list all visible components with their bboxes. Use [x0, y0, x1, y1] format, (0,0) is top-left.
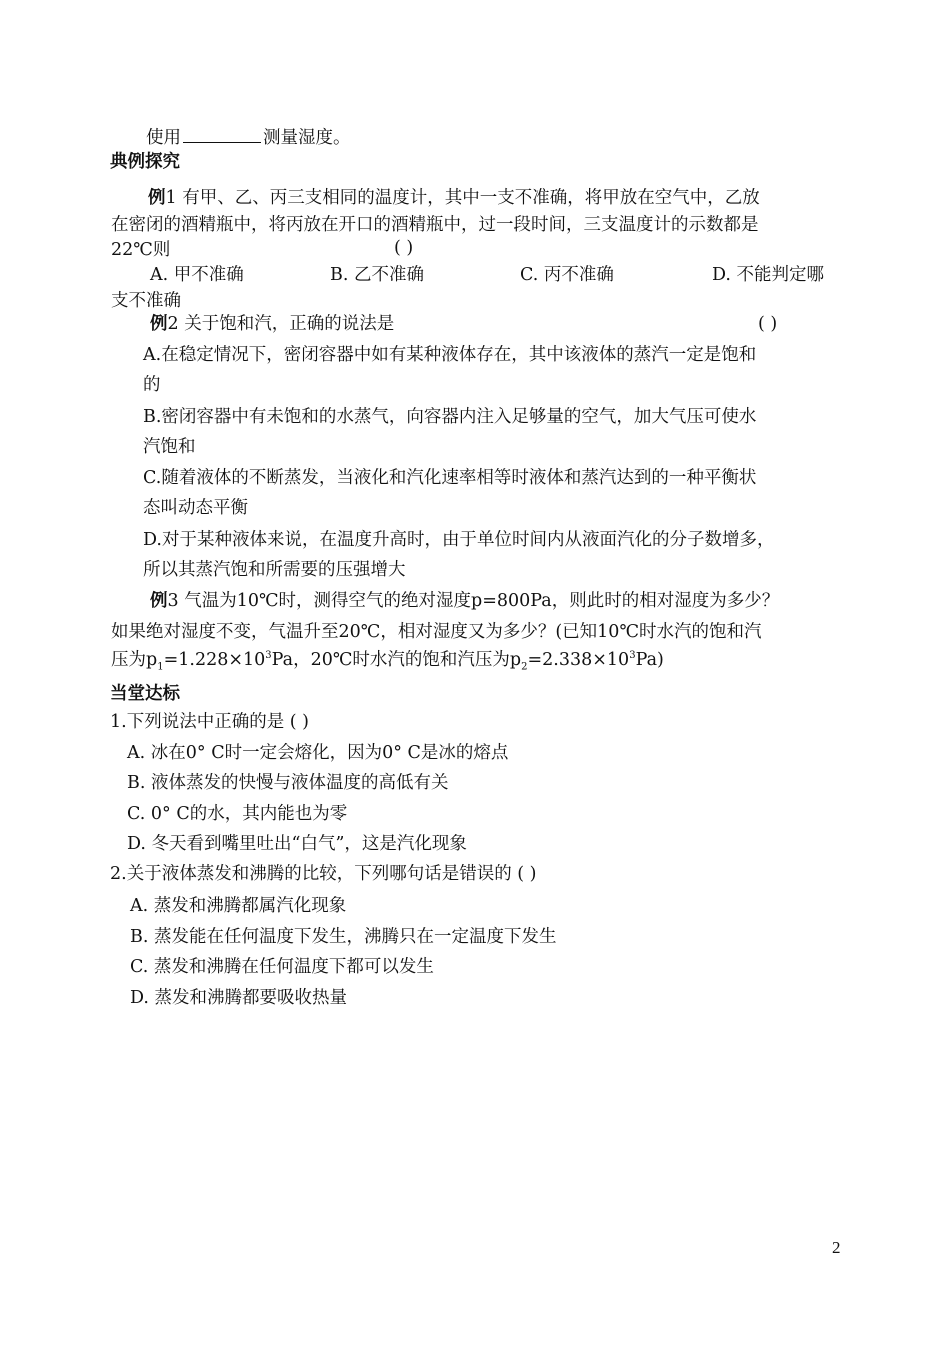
example-2-option-line: 所以其蒸汽饱和所需要的压强增大 [143, 560, 406, 580]
example-3-line-2: 如果绝对湿度不变，气温升至20℃，相对湿度又为多少？(已知10℃时水汽的饱和汽 [111, 622, 762, 642]
example-1-choice-d: D. 不能判定哪 [712, 265, 825, 285]
example-1-choice-b: B. 乙不准确 [330, 265, 424, 285]
question-1-option: A. 冰在0° C时一定会熔化，因为0° C是冰的熔点 [127, 743, 509, 763]
section-title-practice: 当堂达标 [110, 684, 180, 704]
example-3-label: 例 [150, 591, 168, 611]
subscript: 2 [521, 661, 528, 673]
example-1-line-5: 支不准确 [111, 291, 181, 311]
example-1-line-2: 在密闭的酒精瓶中，将丙放在开口的酒精瓶中，过一段时间，三支温度计的示数都是 [111, 215, 759, 235]
subscript: 1 [157, 661, 164, 673]
example-1-answer-paren: ( ) [394, 238, 414, 258]
example-2-option-line: B.密闭容器中有未饱和的水蒸气，向容器内注入足够量的空气，加大气压可使水 [143, 407, 757, 427]
example-2-option-line: 态叫动态平衡 [143, 498, 248, 518]
example-2-option-line: 汽饱和 [143, 437, 196, 457]
example-2-option-line: 的 [143, 375, 161, 395]
section-title-examples: 典例探究 [110, 152, 180, 172]
example-2-option-line: C.随着液体的不断蒸发，当液化和汽化速率相等时液体和蒸汽达到的一种平衡状 [143, 468, 757, 488]
example-3-line-3 [111, 648, 664, 672]
example-1-line-3: 22℃则 [111, 240, 171, 260]
question-2-option: B. 蒸发能在任何温度下发生，沸腾只在一定温度下发生 [130, 927, 557, 947]
superscript: 3 [629, 650, 636, 662]
fill-blank-prefix: 使用 [146, 128, 181, 148]
text-run: 压为p [111, 650, 158, 670]
question-2-option: C. 蒸发和沸腾在任何温度下都可以发生 [130, 957, 434, 977]
page-number: 2 [832, 1238, 841, 1257]
example-1-line-1: 1 有甲、乙、丙三支相同的温度计，其中一支不准确，将甲放在空气中，乙放 [165, 188, 760, 208]
question-2-option: D. 蒸发和沸腾都要吸收热量 [130, 988, 348, 1008]
superscript: 3 [265, 650, 272, 662]
example-2-label: 例 [150, 314, 168, 334]
question-2-stem: 2.关于液体蒸发和沸腾的比较，下列哪句话是错误的 ( ) [110, 864, 537, 884]
example-2-stem: 2 关于饱和汽，正确的说法是 [167, 314, 395, 334]
question-1-option: B. 液体蒸发的快慢与液体温度的高低有关 [127, 773, 449, 793]
example-1-choice-c: C. 丙不准确 [520, 265, 614, 285]
fill-blank-suffix: 测量湿度。 [263, 128, 351, 148]
question-1-option: C. 0° C的水，其内能也为零 [127, 804, 348, 824]
example-1-label: 例 [148, 188, 166, 208]
text-run: =1.228×10 [163, 650, 266, 670]
text-run: =2.338×10 [527, 650, 630, 670]
fill-blank-line [146, 124, 351, 150]
example-2-answer-paren: ( ) [758, 314, 778, 334]
question-1-stem: 1.下列说法中正确的是 ( ) [110, 712, 309, 732]
question-1-option: D. 冬天看到嘴里吐出“白气”，这是汽化现象 [127, 834, 467, 854]
example-2-option-line: A.在稳定情况下，密闭容器中如有某种液体存在，其中该液体的蒸汽一定是饱和 [143, 345, 757, 365]
question-2-option: A. 蒸发和沸腾都属汽化现象 [130, 896, 347, 916]
text-run: Pa，20℃时水汽的饱和汽压为p [271, 650, 522, 670]
text-run: Pa) [635, 650, 664, 670]
example-2-option-line: D.对于某种液体来说，在温度升高时，由于单位时间内从液面汽化的分子数增多， [143, 530, 775, 550]
answer-blank[interactable] [183, 124, 261, 143]
example-3-line-1: 3 气温为10℃时，测得空气的绝对湿度p=800Pa，则此时的相对湿度为多少？ [167, 591, 780, 611]
example-1-choice-a: A. 甲不准确 [150, 265, 244, 285]
